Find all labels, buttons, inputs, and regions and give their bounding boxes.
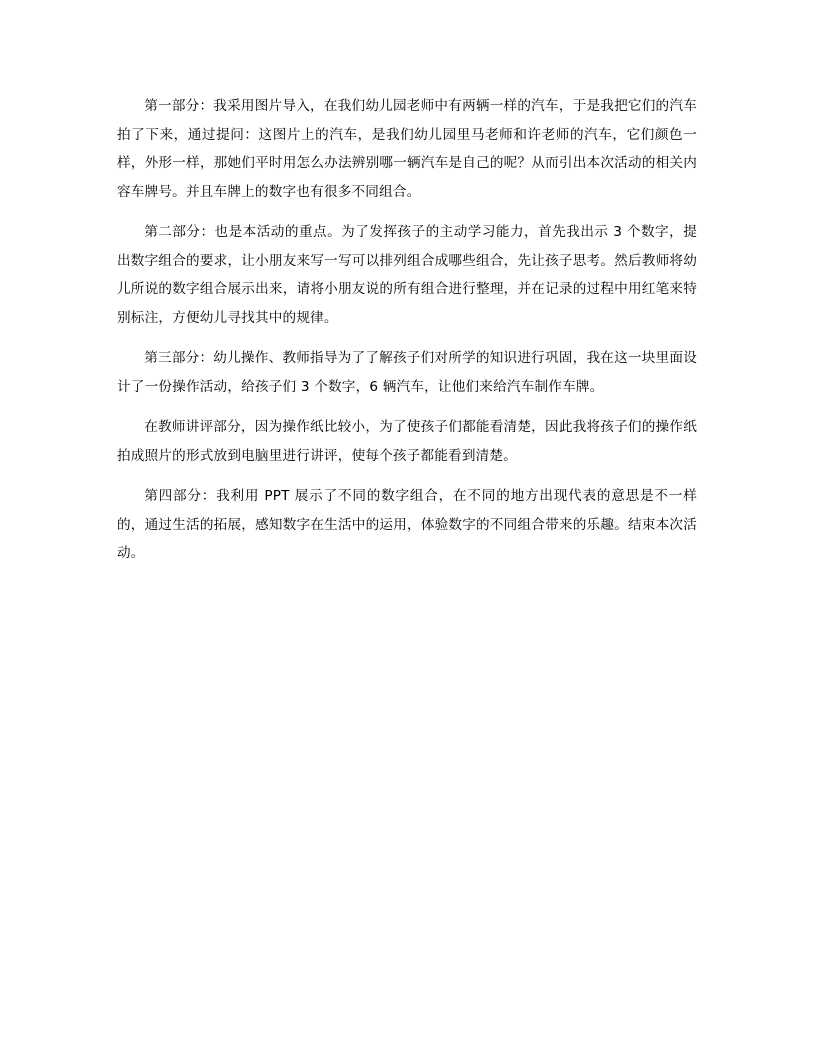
paragraph-part-two: 第二部分：也是本活动的重点。为了发挥孩子的主动学习能力，首先我出示 3 个数字，提出数字组合的要求，让小朋友来写一写可以排列组合成哪些组合，先让孩子思考。然后教师将幼儿所说的数字组合展示出来，请将小朋友说的所有组合进行整理，并在记录的过程中用红笔来特别标注，方便幼儿寻找其中的规律。 bbox=[117, 224, 697, 326]
paragraph-part-four: 第四部分：我利用 PPT 展示了不同的数字组合，在不同的地方出现代表的意思是不一样的，通过生活的拓展，感知数字在生活中的运用，体验数字的不同组合带来的乐趣。结束本次活动。 bbox=[117, 488, 697, 561]
paragraph-part-one: 第一部分：我采用图片导入，在我们幼儿园老师中有两辆一样的汽车，于是我把它们的汽车拍了下来，通过提问：这图片上的汽车，是我们幼儿园里马老师和许老师的汽车，它们颜色一样，外形一样，那她们平时用怎么办法辨别哪一辆汽车是自己的呢？从而引出本次活动的相关内容车牌号。并且车牌上的数字也有很多不同组合。 bbox=[117, 98, 697, 200]
document-body bbox=[117, 92, 697, 580]
paragraph-part-three: 第三部分：幼儿操作、教师指导为了了解孩子们对所学的知识进行巩固，我在这一块里面设计了一份操作活动，给孩子们 3 个数字，6 辆汽车，让他们来给汽车制作车牌。 bbox=[117, 350, 697, 395]
paragraph-teacher-review: 在教师讲评部分，因为操作纸比较小，为了使孩子们都能看清楚，因此我将孩子们的操作纸拍成照片的形式放到电脑里进行讲评，使每个孩子都能看到清楚。 bbox=[117, 419, 697, 464]
